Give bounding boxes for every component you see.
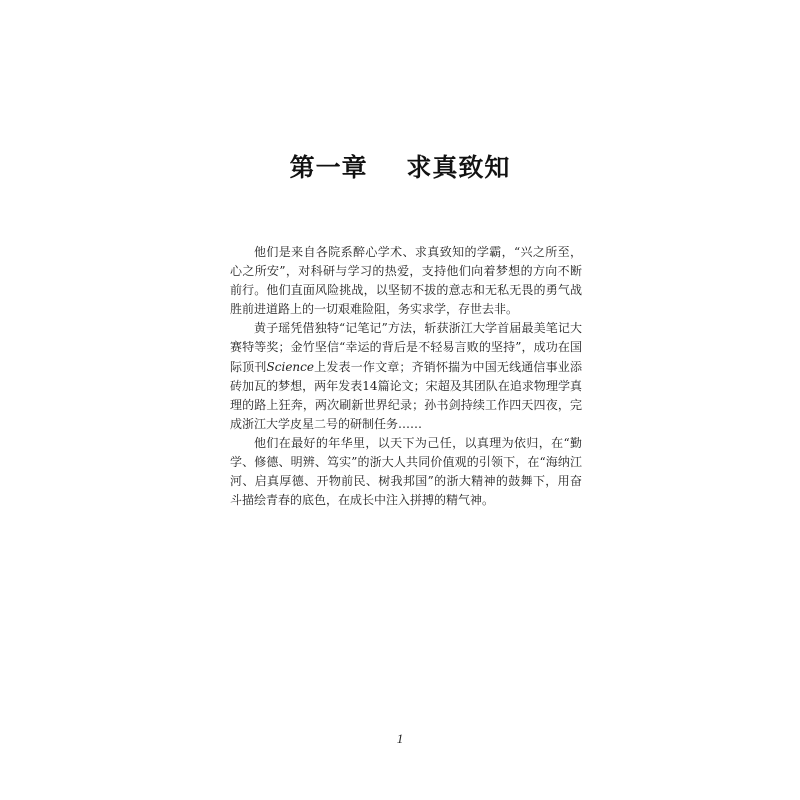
paragraph-2-text-b: 上发表一作文章；齐销怀揣为中国无线通信事业添砖加瓦的梦想，两年发表14篇论文；宋超及其团队在追求物理学真理的路上狂奔，两次刷新世界纪录；孙书剑持续工作四天四夜，完成浙江大学皮星二号的研制任务…… [230, 359, 582, 431]
page-number: 1 [396, 731, 404, 746]
paragraph-3-text: 他们在最好的年华里，以天下为己任，以真理为依归，在“勤学、修德、明辨、笃实”的浙大人共同价值观的引领下，在“海纳江河、启真厚德、开物前民、树我邦国”的浙大精神的鼓舞下，用奋斗描绘青春的底色，在成长中注入拼搏的精气神。 [230, 435, 582, 508]
journal-name-science: Science [266, 359, 314, 374]
paragraph-3 [230, 434, 582, 510]
paragraph-2-text-a: 黄子瑶凭借独特“记笔记”方法，斩获浙江大学首届最美笔记大赛特等奖；金竹坚信“幸运的背后是不轻易言败的坚持”，成功在国际顶刊 [230, 321, 582, 374]
paragraph-1-text: 他们是来自各院系醉心学术、求真致知的学霸，“兴之所至，心之所安”，对科研与学习的热爱，支持他们向着梦想的方向不断前行。他们直面风险挑战，以坚韧不拔的意志和无私无畏的勇气战胜前进道路上的一切艰难险阻，务实求学，存世去非。 [230, 245, 582, 317]
paragraph-1 [230, 243, 582, 319]
paragraph-2 [230, 319, 582, 434]
chapter-title: 第一章 求真致知 [289, 153, 511, 182]
body-text [230, 243, 582, 510]
